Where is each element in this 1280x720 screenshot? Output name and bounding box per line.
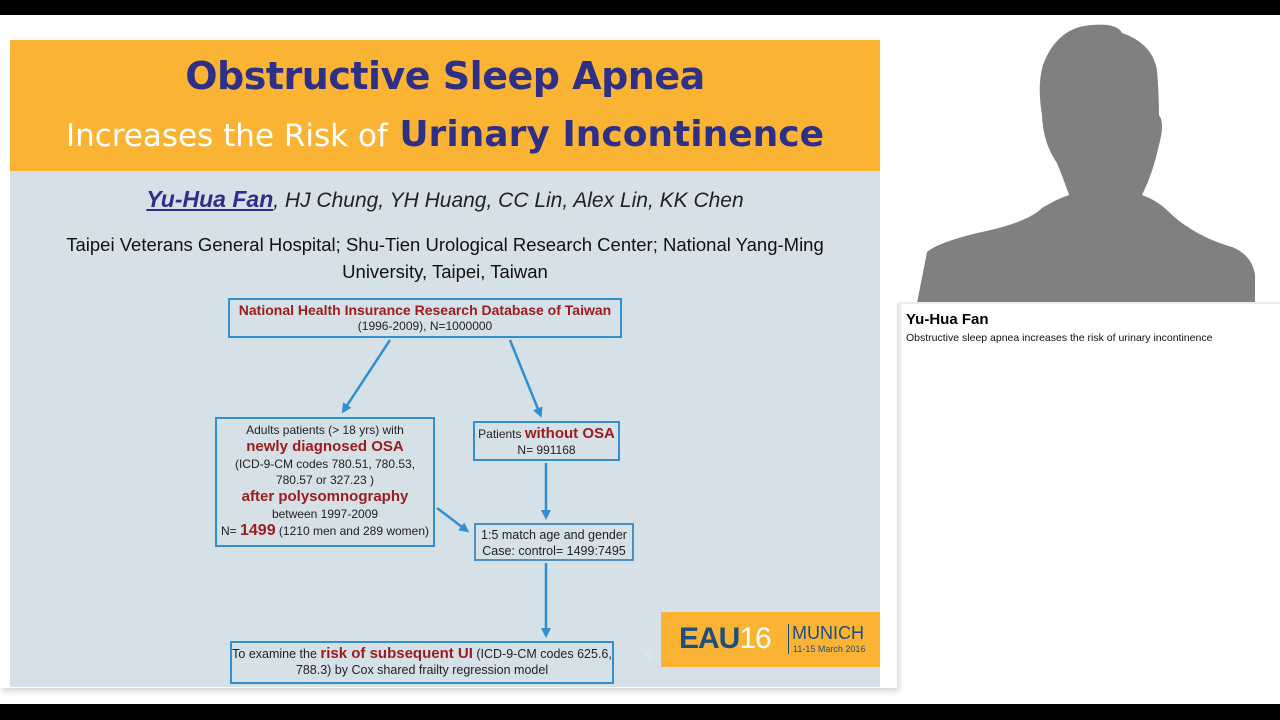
lead-author: Yu-Hua Fan — [146, 186, 274, 212]
osa-highlight-psg: after polysomnography — [241, 488, 409, 505]
speaker-name: Yu-Hua Fan — [906, 311, 989, 328]
outcome-suffix: (ICD-9-CM codes 625.6, — [472, 647, 612, 661]
non-osa-count: N= 991168 — [517, 443, 576, 457]
osa-line3: 780.57 or 327.23 ) — [275, 473, 375, 487]
outcome-highlight: risk of subsequent UI — [320, 645, 473, 662]
flow-box-non-osa-group — [473, 421, 620, 461]
logo-city: MUNICH — [792, 623, 864, 643]
non-osa-label — [475, 426, 618, 442]
osa-line2: (ICD-9-CM codes 780.51, 780.53, — [234, 457, 416, 471]
slide-title-line1: Obstructive Sleep Apnea — [185, 54, 705, 98]
flow-box-outcome — [230, 641, 614, 684]
logo-dates: 11-15 March 2016 — [793, 644, 866, 654]
database-title: National Health Insurance Research Database of Taiwan — [238, 302, 612, 318]
osa-highlight-diagnosed: newly diagnosed OSA — [246, 438, 404, 455]
photo-divider — [897, 302, 1280, 304]
flow-box-matching — [474, 523, 634, 561]
osa-n-prefix: N= — [220, 524, 237, 538]
matching-line2: Case: control= 1499:7495 — [482, 544, 626, 558]
outcome-line2: 788.3) by Cox shared frailty regression model — [295, 663, 549, 677]
top-letterbox-bar — [0, 0, 1280, 15]
outcome-prefix: To examine the — [232, 647, 321, 661]
coauthors: , HJ Chung, YH Huang, CC Lin, Alex Lin, KK Chen — [273, 189, 744, 212]
title-line2-light: Increases the Risk of — [65, 118, 388, 154]
osa-n-value: 1499 — [240, 522, 276, 539]
affiliation-line1: Taipei Veterans General Hospital; Shu-Tien Urological Research Center; National Yang-Ming — [66, 234, 824, 255]
flowchart-arrows — [10, 40, 880, 687]
non-osa-prefix: Patients — [478, 427, 525, 441]
speaker-photo — [897, 15, 1280, 303]
logo-brand — [679, 622, 771, 656]
logo-brand-text: EAU — [679, 622, 740, 655]
matching-line1: 1:5 match age and gender — [481, 528, 627, 542]
non-osa-highlight: without OSA — [524, 425, 615, 442]
presentation-slide — [10, 40, 880, 687]
database-detail: (1996-2009), N=1000000 — [357, 319, 493, 333]
osa-line4: between 1997-2009 — [271, 507, 379, 521]
copyright-icon: © — [645, 651, 653, 662]
flow-box-database — [228, 298, 622, 338]
bottom-letterbox-bar — [0, 704, 1280, 720]
outcome-line1 — [232, 646, 612, 662]
logo-year: 16 — [739, 622, 771, 655]
affiliation-line2: University, Taipei, Taiwan — [342, 261, 548, 282]
logo-divider — [788, 624, 789, 654]
osa-line1: Adults patients (> 18 yrs) with — [246, 423, 404, 437]
presentation-topic: Obstructive sleep apnea increases the risk of urinary incontinence — [906, 332, 1213, 344]
slide-panel — [0, 15, 897, 688]
osa-count — [217, 522, 433, 540]
osa-n-detail: (1210 men and 289 women) — [275, 524, 430, 538]
title-line2-bold: Urinary Incontinence — [399, 114, 825, 155]
eau16-congress-logo — [661, 612, 880, 667]
person-silhouette-icon — [897, 15, 1280, 303]
flow-box-osa-group — [215, 417, 435, 547]
